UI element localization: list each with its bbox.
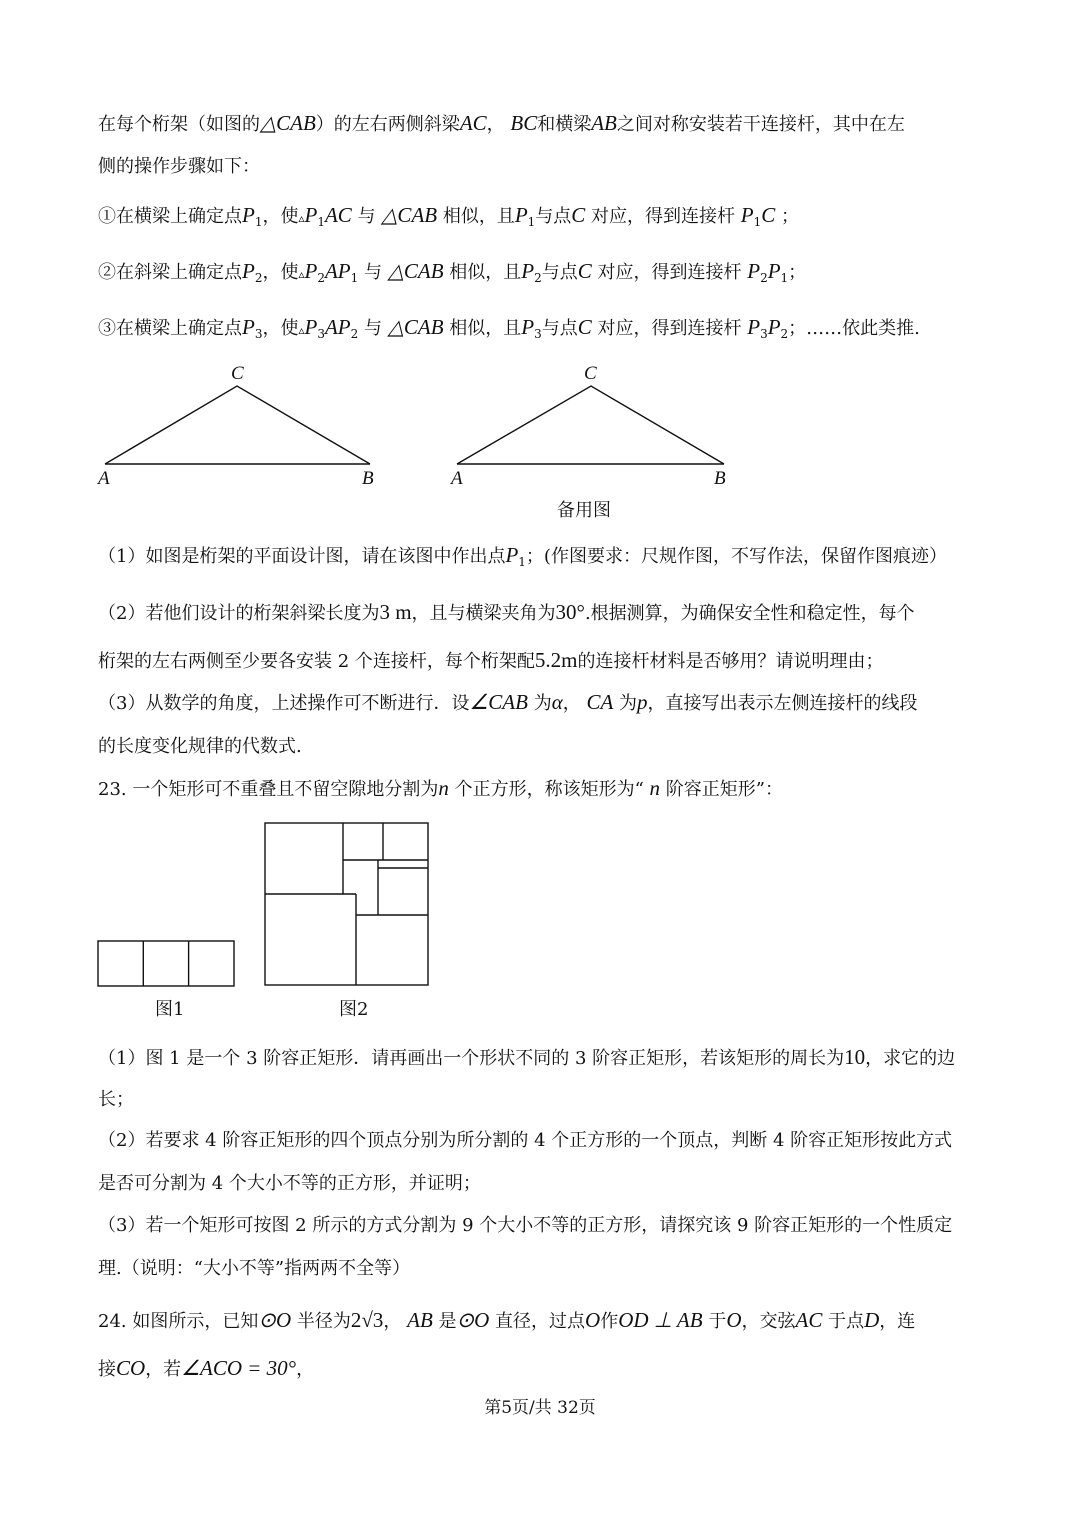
subscript: 3 xyxy=(254,327,263,341)
text: 是 xyxy=(438,1311,457,1332)
text: 对应，得到连接杆 xyxy=(597,318,742,339)
text: ，使 xyxy=(262,206,299,227)
subscript: 1 xyxy=(518,555,526,569)
math: C xyxy=(571,203,586,227)
math: C xyxy=(761,203,776,227)
figure-1-rectangle xyxy=(97,940,237,988)
math: ⊙O xyxy=(258,1308,292,1332)
text: ，求它的边 xyxy=(865,1048,956,1069)
small-triangle-icon: ▵ xyxy=(298,211,305,225)
text: 与点 xyxy=(535,206,572,227)
truss-figure-main xyxy=(96,370,396,490)
math: n xyxy=(649,776,661,800)
math: P xyxy=(514,203,528,227)
subscript: 1 xyxy=(753,215,762,229)
text: .根据测算，为确保安全性和稳定性，每个 xyxy=(584,603,915,624)
text: 相似，且 xyxy=(449,262,522,283)
math: 5.2m xyxy=(534,648,578,672)
q23-part-3: （3）若一个矩形可按图 2 所示的方式分割为 9 个大小不等的正方形，请探究该 9 阶容正矩形的一个性质定 xyxy=(98,1215,953,1236)
truss-slopes xyxy=(457,386,724,464)
step-number: ② xyxy=(98,262,116,283)
text: 相似，且 xyxy=(442,206,515,227)
math: P xyxy=(304,259,318,283)
math: P xyxy=(242,203,255,227)
subscript: 3 xyxy=(317,327,325,341)
text: 对应，得到连接杆 xyxy=(591,206,736,227)
text: （3）从数学的角度，上述操作可不断进行．设 xyxy=(98,693,470,714)
q22-part-2-cont xyxy=(98,648,884,674)
math: 2√3 xyxy=(350,1308,384,1332)
math: 10 xyxy=(844,1045,866,1069)
math: △CAB xyxy=(387,259,444,283)
text: 相似，且 xyxy=(449,318,522,339)
subscript: 1 xyxy=(527,215,536,229)
text: ，使 xyxy=(262,262,299,283)
text: 为 xyxy=(619,693,638,714)
text: ，直接写出表示左侧连接杆的线段 xyxy=(647,693,918,714)
math: △CAB xyxy=(260,111,316,135)
math: P xyxy=(747,315,761,339)
subscript: 1 xyxy=(780,271,789,285)
step-number: ① xyxy=(98,206,116,227)
q24-line-1 xyxy=(98,1308,915,1334)
math: P xyxy=(304,203,318,227)
text: （1）如图是桁架的平面设计图，请在该图中作出点 xyxy=(98,546,506,567)
text: ； xyxy=(781,206,799,227)
math: C xyxy=(577,315,592,339)
subscript: 2 xyxy=(350,327,359,341)
label-a: A xyxy=(451,468,463,489)
text: 24. 如图所示，已知 xyxy=(98,1311,259,1332)
text: ；(作图要求：尺规作图，不写作法，保留作图痕迹） xyxy=(525,546,947,567)
text: 和横梁 xyxy=(537,114,592,135)
text: 对应，得到连接杆 xyxy=(597,262,742,283)
q22-part-1 xyxy=(98,543,947,569)
q22-part-2 xyxy=(98,600,915,626)
q22-part-3 xyxy=(98,690,918,716)
step-2 xyxy=(98,259,806,286)
q23-part-3-cont: 理.（说明：“大小不等”指两两不全等） xyxy=(98,1258,411,1279)
subscript: 2 xyxy=(780,327,789,341)
text: （2）若他们设计的桁架斜梁长度为 xyxy=(98,603,380,624)
text: ， xyxy=(486,114,505,135)
q23-part-1 xyxy=(98,1045,955,1071)
text: 在斜梁上确定点 xyxy=(116,262,242,283)
q23-part-2: （2）若要求 4 阶容正矩形的四个顶点分别为所分割的 4 个正方形的一个顶点，判断 4 阶容正矩形按此方式 xyxy=(98,1130,953,1151)
math: CO xyxy=(116,1356,146,1380)
math: AB xyxy=(407,1308,433,1332)
page-footer: 第5页/共 32页 xyxy=(484,1398,596,1418)
text: ，若 xyxy=(145,1359,182,1380)
math: O xyxy=(585,1308,601,1332)
math: P xyxy=(740,203,754,227)
math: C xyxy=(577,259,592,283)
text: 于 xyxy=(708,1311,727,1332)
step-3 xyxy=(98,315,920,342)
figure-2-rectangle xyxy=(264,822,432,988)
text: 直径，过点 xyxy=(495,1311,586,1332)
text: ；……依此类推. xyxy=(788,318,920,339)
intro-line-2: 侧的操作步骤如下： xyxy=(98,156,260,177)
math: AC xyxy=(795,1308,823,1332)
label-c: C xyxy=(231,363,244,384)
math: P xyxy=(242,315,255,339)
text: 于点 xyxy=(828,1311,865,1332)
text: ，且与横梁夹角为 xyxy=(411,603,556,624)
text: ， xyxy=(562,693,581,714)
text: 阶容正矩形”： xyxy=(665,779,783,800)
q24-line-2 xyxy=(98,1356,314,1382)
text: 的连接杆材料是否够用？请说明理由； xyxy=(577,651,884,672)
text: ； xyxy=(788,262,807,283)
text: ）的左右两侧斜梁 xyxy=(315,114,460,135)
math: D xyxy=(864,1308,880,1332)
math: BC xyxy=(510,111,538,135)
q23-part-2-cont: 是否可分割为 4 个大小不等的正方形，并证明； xyxy=(98,1173,481,1194)
subscript: 2 xyxy=(317,271,325,285)
text: 之间对称安装若干连接杆，其中在左 xyxy=(616,114,905,135)
text: 与 xyxy=(357,206,376,227)
subscript: 2 xyxy=(760,271,768,285)
q23-part-1-cont: 长； xyxy=(98,1089,134,1110)
math: P xyxy=(747,259,761,283)
subscript: 2 xyxy=(254,271,263,285)
math: OD ⊥ AB xyxy=(618,1308,703,1332)
text: 为 xyxy=(533,693,552,714)
figure-2-caption: 图2 xyxy=(339,999,369,1020)
math: AC xyxy=(459,111,487,135)
math: P xyxy=(521,315,535,339)
subscript: 1 xyxy=(254,215,263,229)
math: P xyxy=(242,259,255,283)
text: （1）图 1 是一个 3 阶容正矩形．请再画出一个形状不同的 3 阶容正矩形，若该矩形的周长为 xyxy=(98,1048,845,1069)
q22-part-3-cont: 的长度变化规律的代数式. xyxy=(98,736,302,757)
math: AB xyxy=(591,111,617,135)
step-number: ③ xyxy=(98,318,116,339)
text: 与点 xyxy=(541,318,578,339)
math: P xyxy=(521,259,535,283)
text: 个正方形，称该矩形为“ xyxy=(454,779,644,800)
math: n xyxy=(438,776,449,800)
figure-1-caption: 图1 xyxy=(155,999,185,1020)
text: ，连 xyxy=(879,1311,916,1332)
small-triangle-icon: ▵ xyxy=(298,267,305,281)
text: 在横梁上确定点 xyxy=(116,206,242,227)
subscript: 1 xyxy=(317,215,325,229)
small-triangle-icon: ▵ xyxy=(298,323,305,337)
text: ， xyxy=(383,1311,402,1332)
subscript: 1 xyxy=(350,271,359,285)
spare-figure-caption: 备用图 xyxy=(557,500,611,521)
text: ，交弦 xyxy=(741,1311,796,1332)
math: CA xyxy=(586,690,614,714)
text: 半径为 xyxy=(296,1311,351,1332)
intro-line-1 xyxy=(98,111,905,137)
label-b: B xyxy=(714,468,726,489)
subscript: 2 xyxy=(534,271,542,285)
math: AP xyxy=(324,315,351,339)
math: △CAB xyxy=(381,203,438,227)
step-1 xyxy=(98,203,799,230)
text: 与 xyxy=(364,318,382,339)
text: 与点 xyxy=(541,262,578,283)
text: ，使 xyxy=(262,318,299,339)
math: ∠CAB xyxy=(469,690,528,714)
truss-slopes xyxy=(105,386,370,464)
label-c: C xyxy=(584,363,597,384)
math: P xyxy=(767,259,781,283)
label-b: B xyxy=(362,468,374,489)
math: △CAB xyxy=(387,315,444,339)
text: 接 xyxy=(98,1359,116,1380)
q23-heading xyxy=(98,776,783,802)
text: 23. 一个矩形可不重叠且不留空隙地分割为 xyxy=(98,779,439,800)
text: 桁架的左右两侧至少要各安装 2 个连接杆，每个桁架配 xyxy=(98,651,535,672)
text: 在每个桁架（如图的 xyxy=(98,114,260,135)
subscript: 3 xyxy=(534,327,542,341)
math: p xyxy=(637,690,648,714)
text: 在横梁上确定点 xyxy=(116,318,242,339)
text: ， xyxy=(296,1359,315,1380)
math: 3 m xyxy=(379,600,412,624)
outer-rect xyxy=(265,823,428,985)
math: AP xyxy=(324,259,351,283)
subscript: 3 xyxy=(760,327,768,341)
math: O xyxy=(726,1308,742,1332)
outer-rect xyxy=(98,941,234,986)
math: ⊙O xyxy=(456,1308,490,1332)
math: α xyxy=(551,690,563,714)
math: P xyxy=(304,315,318,339)
math: P xyxy=(505,543,519,567)
math: ∠ACO = 30° xyxy=(181,1356,297,1380)
truss-figure-spare xyxy=(450,370,750,490)
math: AC xyxy=(324,203,352,227)
math: P xyxy=(767,315,781,339)
label-a: A xyxy=(98,468,110,489)
text: 作 xyxy=(600,1311,619,1332)
text: 与 xyxy=(364,262,382,283)
math: 30° xyxy=(555,600,585,624)
